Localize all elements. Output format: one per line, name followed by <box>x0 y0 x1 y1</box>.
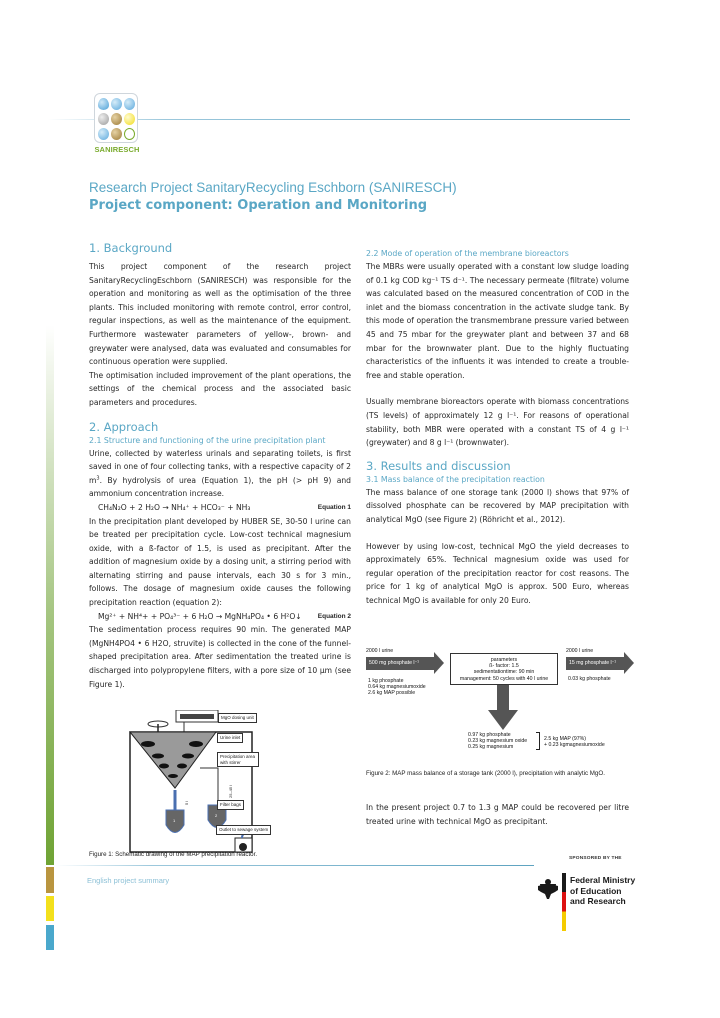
document-subtitle: Project component: Operation and Monitoring <box>89 198 428 213</box>
parameters-box <box>450 653 558 685</box>
subsection-heading-3-1: 3.1 Mass balance of the precipitation reaction <box>366 474 545 484</box>
color-bar-yellow <box>46 896 54 921</box>
output-arrow: 15 mg phosphate l⁻¹ <box>566 657 624 670</box>
param-line: sedimentationtime: 90 min <box>473 669 535 676</box>
input-item: 2.6 kg MAP possible <box>368 690 416 697</box>
param-line: ß- factor: 1.5 <box>489 663 519 670</box>
ministry-line: and Research <box>570 896 626 906</box>
result-list <box>468 732 527 751</box>
equation-1 <box>89 501 351 515</box>
approach-text-a: Urine, collected by waterless urinals and separating toilets, is first saved in one of four collecting tanks, with a respective capacity of 2 m <box>89 448 351 485</box>
logo-dot-blue <box>111 98 122 110</box>
figure-1-caption: Figure 1: Schematic drawing of the MAP precipitation reactor. <box>89 851 258 858</box>
result-item: 0.23 kg magnesium oxide <box>468 738 528 745</box>
document-title: Research Project SanitaryRecycling Eschborn (SANIRESCH) <box>89 180 457 195</box>
result-item: 0.97 kg phosphate <box>468 732 511 738</box>
color-bar-brown <box>46 867 54 893</box>
svg-text:1: 1 <box>173 818 176 823</box>
logo-text: SANIRESCH <box>94 145 140 154</box>
federal-eagle-icon <box>538 878 558 900</box>
subsection-heading-2-2: 2.2 Mode of operation of the membrane bioreactors <box>366 249 569 258</box>
figure-2-mass-balance <box>366 648 636 763</box>
figure-1-diagram <box>120 710 290 855</box>
result-total-line: + 0.23 kgmagnesiumoxide <box>544 742 605 749</box>
footer-label: English project summary <box>87 876 170 885</box>
background-paragraph-1: This project component of the research project SanitaryRecyclingEschborn (SANIRESCH) was responsible for the operation and monitoring as well as the optimisation of the three plants. This included monitoring with remote control, error control, regular inspections, as well as the maintenance of the equipment. Furthermore wastewater parameters of yellow-, brown- and greywater were analysed, data was evaluated and consumables for continuous operation were supplied. <box>89 262 351 367</box>
bmbf-logo <box>537 873 647 933</box>
section-heading-approach: 2. Approach <box>89 419 159 434</box>
output-item: 0.03 kg phosphate <box>568 676 611 682</box>
superscript: 3 <box>96 475 100 482</box>
logo-dot-brown <box>111 128 122 140</box>
logo-dot-blue <box>98 128 109 140</box>
footer-rule <box>56 865 534 866</box>
equation-1-label: Equation 1 <box>317 503 351 511</box>
label-urine-inlet: Urine inlet <box>217 733 243 743</box>
label-outlet: Outlet to sewage system <box>216 825 271 835</box>
mbr-paragraph-1: The MBRs were usually operated with a constant low sludge loading of 0.1 kg COD kg⁻¹ TS d⁻¹. The necessary permeate (filtrate) volume was calculated based on the measured concentration of COD in the inlet and the biomass concentration in the activate sludge tank. By this mode of operation the transmembrane pressure varied between 45 and 75 mbar for the greywater plant and between 37 and 68 mbar for the brownwater plant. Due to the highly fluctuating characteristics of the influents it was intended to create a trouble-free and stable operation. <box>366 262 629 380</box>
approach-paragraph-2: In the precipitation plant developed by HUBER SE, 30-50 l urine can be treated per precipitation cycle. Low-cost technical magnesium oxide, with a ß-factor of 1.5, is used as precipitant. After the addition of magnesium oxide by a dosing unit, a stirring period with alternating stirring and pause intervals, each 30 s for 3 min., follows. The dosage of magnesium oxide causes the following precipitation reaction (equation 2): <box>89 516 351 608</box>
results-paragraph-3: In the present project 0.7 to 1.3 g MAP could be recovered per litre treated urine with technical MgO as precipitant. <box>366 803 629 826</box>
brace <box>536 732 540 750</box>
down-arrow-icon <box>488 685 518 730</box>
mbr-paragraph-2: Usually membrane bioreactors operate with biomass concentrations (TS levels) of approximately 12 g l⁻¹. For reasons of operational stability, both MBR were operated with a constant TS of 4 g l⁻¹ (greywater) and 8 g l⁻¹ (brownwater). <box>366 397 629 448</box>
logo-dot-brown <box>111 113 122 125</box>
logo-plant-icon <box>124 128 135 140</box>
color-bar-blue <box>46 925 54 950</box>
section-heading-background: 1. Background <box>89 241 173 255</box>
equation-2 <box>89 610 351 624</box>
ministry-line: of Education <box>570 885 622 896</box>
logo-drop-icon <box>98 98 109 110</box>
left-column <box>89 240 351 691</box>
result-total-line: 2.5 kg MAP (97%) <box>544 736 586 742</box>
label-precipitation-area: Precipitation area with stirrer <box>217 752 259 767</box>
equation-1-formula: CH₄N₂O + 2 H₂O → NH₄⁺ + HCO₃⁻ + NH₃ <box>98 502 251 512</box>
input-item: 1 kg phosphate <box>368 678 404 684</box>
input-list <box>368 678 426 697</box>
logo-frame <box>94 93 138 143</box>
label-mgo-dosing-unit: MgO dosing unit <box>218 713 257 723</box>
saniresch-logo <box>91 93 143 161</box>
german-flag-stripe <box>562 873 566 931</box>
subsection-heading-2-1: 2.1 Structure and functioning of the urine precipitation plant <box>89 435 326 445</box>
param-line: management: 50 cycles with 40 l urine <box>459 675 549 682</box>
color-bar-green <box>46 325 54 865</box>
approach-paragraph-1 <box>89 447 351 501</box>
svg-text:2: 2 <box>215 813 218 818</box>
results-paragraph-1: The mass balance of one storage tank (2000 l) shows that 97% of dissolved phosphate can be recovered by MAP precipitation with analytical MgO (see Figure 2) (Röhricht et al., 2012). <box>366 487 629 524</box>
sponsored-by-label: SPONSORED BY THE <box>569 856 622 861</box>
output-volume: 2000 l urine <box>566 648 594 654</box>
right-column <box>366 248 629 607</box>
results-paragraph-2: However by using low-cost, technical MgO the yield decreases to approximately 65%. Technical magnesium oxide was used for regular operation of the precipitation reactor for cost reasons. The price for 1 kg of analytical MgO is approx. 500 Euro, whereas technical MgO is available for only 20 Euro. <box>366 541 629 605</box>
logo-dot-grey <box>98 113 109 125</box>
equation-2-label: Equation 2 <box>317 612 351 620</box>
figure-2-caption: Figure 2: MAP mass balance of a storage tank (2000 l), precipitation with analytic MgO. <box>366 770 605 777</box>
input-volume: 2000 l urine <box>366 648 394 654</box>
param-line: parameters <box>490 657 518 663</box>
result-total <box>544 736 605 748</box>
label-filter-bags: Filter bags <box>217 800 244 810</box>
equation-2-formula: Mg²⁺ + NH⁴+ + PO₄³⁻ + 6 H₂O → MgNH₄PO₄ • 6 H²O↓ <box>98 611 302 621</box>
input-arrow: 500 mg phosphate l⁻¹ <box>366 657 434 670</box>
logo-dot-yellow <box>124 113 135 125</box>
logo-dot-blue <box>124 98 135 110</box>
section-heading-results: 3. Results and discussion <box>366 458 511 473</box>
approach-text-b: . By hydrolysis of urea (Equation 1), the pH (> pH 9) and ammonium concentration increase. <box>89 475 351 499</box>
result-item: 0.25 kg magnesium <box>468 744 514 751</box>
input-item: 0.64 kg magnesiumoxide <box>368 684 426 691</box>
approach-paragraph-3: The sedimentation process requires 90 min. The generated MAP (MgNH4PO4 • 6 H2O, struvite) is collected in the cone of the funnel-shaped precipitation area. After sedimentation the treated urine is discharged into polypropylene filters, with a pore size of 10 µm (see Figure 1). <box>89 625 351 689</box>
ministry-line: Federal Ministry <box>570 875 636 885</box>
svg-text:25–45 l: 25–45 l <box>228 784 233 798</box>
svg-text:5 l: 5 l <box>184 800 189 805</box>
background-paragraph-2: The optimisation included improvement of the plant operations, the settings of the chemical process and the associated basic parameters and procedures. <box>89 370 351 407</box>
ministry-name <box>570 875 635 907</box>
